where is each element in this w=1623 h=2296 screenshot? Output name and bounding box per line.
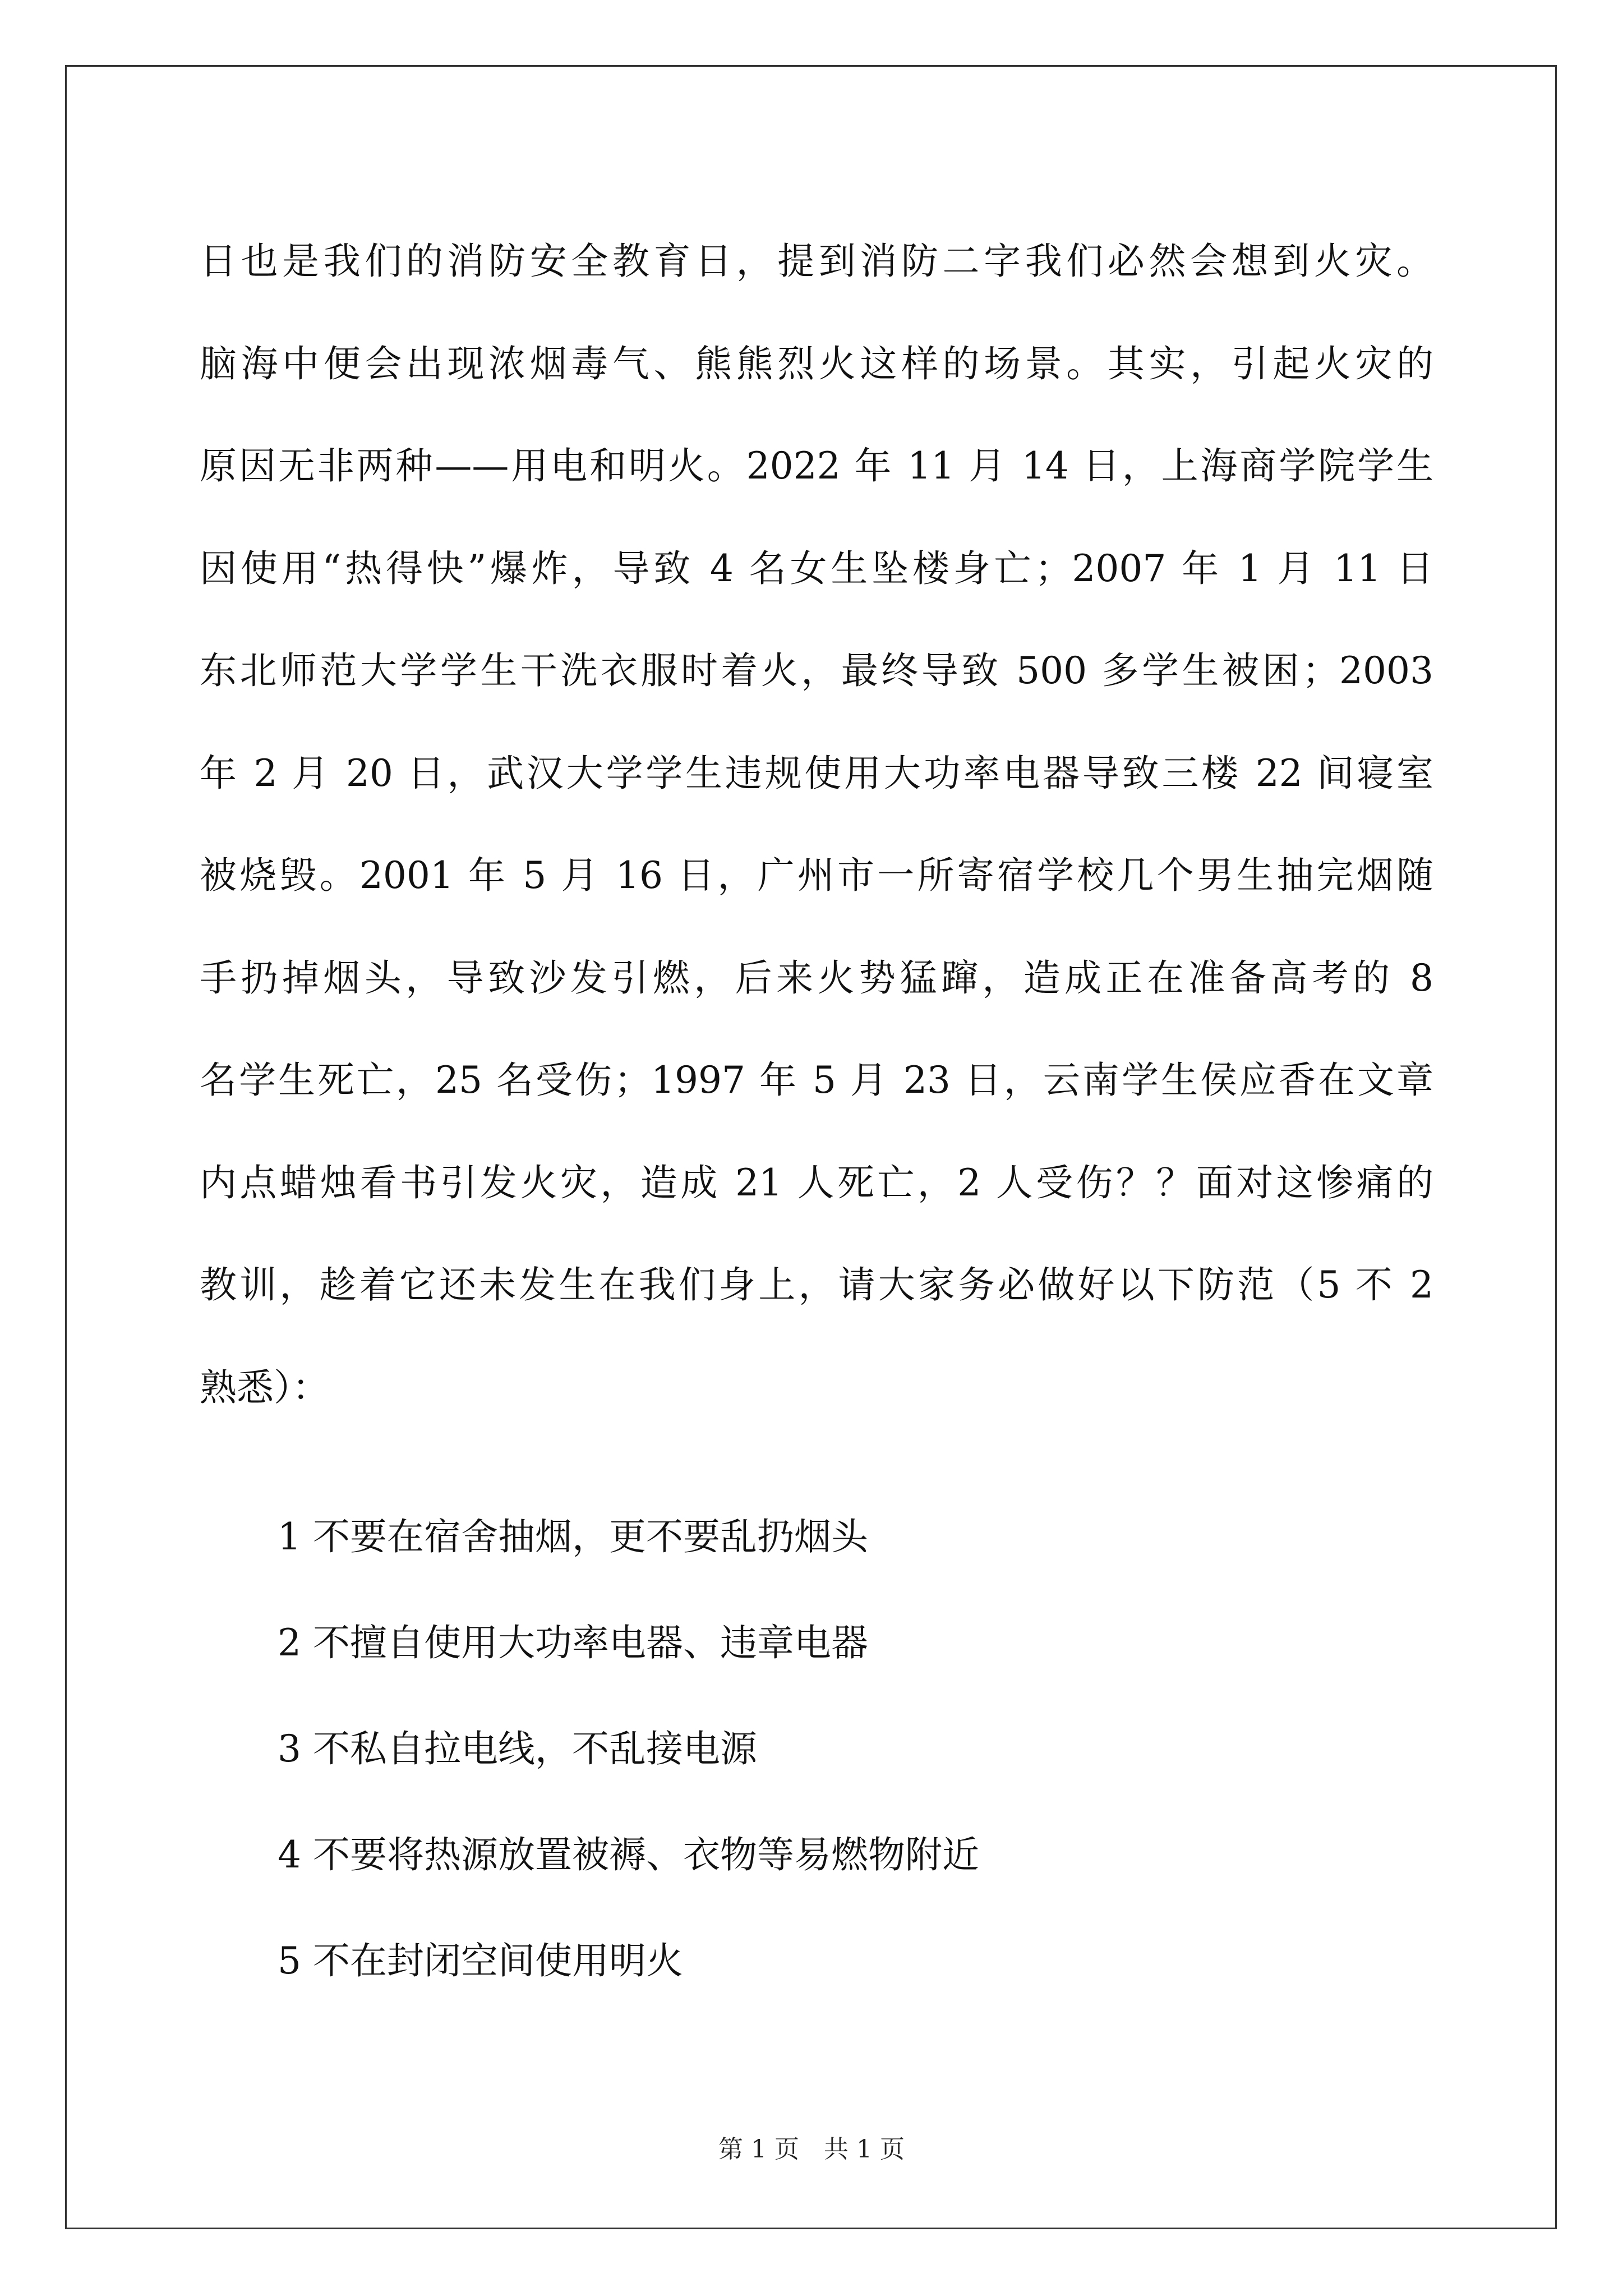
paragraph-line: 原因无非两种——用电和明火。2022 年 11 月 14 日，上海商学院学生 [200,444,1433,487]
rule-item: 4 不要将热源放置被褥、衣物等易燃物附近 [278,1833,979,1876]
paragraph-line: 内点蜡烛看书引发火灾，造成 21 人死亡，2 人受伤？？面对这惨痛的 [200,1161,1433,1204]
paragraph-line: 年 2 月 20 日，武汉大学学生违规使用大功率电器导致三楼 22 间寝室 [200,751,1433,795]
paragraph-line: 东北师范大学学生干洗衣服时着火，最终导致 500 多学生被困；2003 [200,649,1433,692]
rule-item: 1 不要在宿舍抽烟，更不要乱扔烟头 [278,1515,868,1558]
paragraph-line: 被烧毁。2001 年 5 月 16 日，广州市一所寄宿学校几个男生抽完烟随 [200,854,1433,897]
paragraph-line: 名学生死亡，25 名受伤；1997 年 5 月 23 日，云南学生侯应香在文章 [200,1059,1433,1102]
page-footer: 第 1 页 共 1 页 [718,2135,905,2164]
safety-rules-list [278,1484,979,2014]
paragraph-line: 日也是我们的消防安全教育日，提到消防二字我们必然会想到火灾。 [200,240,1433,283]
rule-item: 3 不私自拉电线，不乱接电源 [278,1727,757,1770]
rule-item: 2 不擅自使用大功率电器、违章电器 [278,1621,868,1664]
paragraph-line: 熟悉）： [200,1365,329,1409]
paragraph-line: 教训，趁着它还未发生在我们身上，请大家务必做好以下防范（5 不 2 [200,1263,1433,1306]
rule-item: 5 不在封闭空间使用明火 [278,1939,683,1982]
paragraph-line: 脑海中便会出现浓烟毒气、熊熊烈火这样的场景。其实，引起火灾的 [200,342,1433,385]
main-paragraph [200,210,1433,1439]
paragraph-line: 因使用“热得快”爆炸，导致 4 名女生坠楼身亡；2007 年 1 月 11 日 [200,546,1433,590]
paragraph-line: 手扔掉烟头，导致沙发引燃，后来火势猛蹿，造成正在准备高考的 8 [200,956,1433,1000]
